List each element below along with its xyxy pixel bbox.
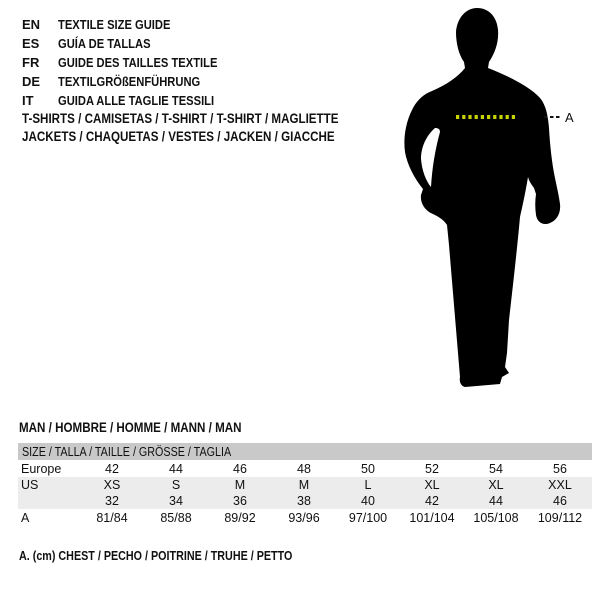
language-guide-title: GUÍA DE TALLAS [58, 36, 151, 51]
size-table-header-text: SIZE / TALLA / TAILLE / GRÖSSE / TAGLIA [22, 444, 232, 459]
category-line-jackets [22, 127, 390, 145]
category-text: JACKETS / CHAQUETAS / VESTES / JACKEN / GIACCHE [22, 128, 335, 144]
table-cell: 97/100 [348, 510, 388, 525]
table-cell: XL [488, 478, 504, 492]
table-cell: 109/112 [537, 510, 583, 525]
language-guide-list [22, 15, 243, 110]
table-cell: 93/96 [288, 510, 320, 525]
section-title-text: MAN / HOMBRE / HOMME / MANN / MAN [19, 419, 242, 435]
language-code: DE [22, 74, 41, 89]
table-cell: M [234, 478, 246, 492]
section-title-man [19, 419, 278, 435]
table-cell: 46 [553, 494, 567, 508]
garment-categories [22, 109, 390, 145]
table-cell: 50 [361, 461, 375, 476]
language-guide-title: TEXTILE SIZE GUIDE [58, 17, 171, 32]
silhouette-svg [390, 5, 590, 395]
language-row-it [22, 91, 243, 110]
table-cell: 105/108 [473, 510, 519, 525]
table-cell: 40 [361, 494, 375, 508]
table-cell: 44 [489, 494, 503, 508]
language-row-en [22, 15, 243, 34]
table-cell: L [364, 478, 372, 492]
language-guide-title: TEXTILGRÖßENFÜHRUNG [58, 74, 201, 89]
table-cell: 32 [105, 494, 119, 508]
table-cell: 89/92 [224, 510, 256, 525]
category-text: T-SHIRTS / CAMISETAS / T-SHIRT / T-SHIRT / MAGLIETTE [22, 110, 339, 126]
table-cell: 54 [489, 461, 503, 476]
language-row-es [22, 34, 243, 53]
size-table-header [18, 443, 592, 460]
table-cell: 38 [297, 494, 311, 508]
row-label: US [21, 478, 39, 492]
table-cell: 36 [233, 494, 247, 508]
measurement-footnote [19, 548, 337, 563]
man-silhouette-shape [404, 8, 560, 387]
table-cell: 34 [169, 494, 183, 508]
language-code: EN [22, 17, 41, 32]
table-cell: M [298, 478, 310, 492]
language-row-de [22, 72, 243, 91]
language-guide-title: GUIDE DES TAILLES TEXTILE [58, 55, 218, 70]
language-code: ES [22, 36, 40, 51]
table-cell: 101/104 [409, 510, 455, 525]
row-label: Europe [21, 461, 62, 476]
table-cell: S [171, 478, 181, 492]
table-cell: 56 [553, 461, 567, 476]
language-code: FR [22, 55, 40, 70]
table-cell: 85/88 [160, 510, 192, 525]
row-label: A [21, 510, 30, 525]
table-cell: XS [103, 478, 121, 492]
table-cell: 46 [233, 461, 247, 476]
table-row-chest-a [18, 509, 592, 526]
language-code: IT [22, 93, 34, 108]
male-silhouette-figure [390, 5, 590, 395]
table-row-us-numeric [18, 493, 592, 509]
language-row-fr [22, 53, 243, 72]
size-table [18, 443, 592, 526]
table-cell: 42 [425, 494, 439, 508]
category-line-tshirts [22, 109, 390, 127]
table-cell: 42 [105, 461, 119, 476]
table-cell: 48 [297, 461, 311, 476]
table-cell: 52 [425, 461, 439, 476]
measurement-footnote-text: A. (cm) CHEST / PECHO / POITRINE / TRUHE / PETTO [19, 548, 293, 563]
table-cell: 81/84 [96, 510, 128, 525]
measurement-label-a: A [565, 110, 574, 125]
table-row-europe [18, 460, 592, 477]
table-cell: XL [424, 478, 440, 492]
table-cell: XXL [548, 478, 572, 492]
table-row-us [18, 477, 592, 493]
table-cell: 44 [169, 461, 183, 476]
language-guide-title: GUIDA ALLE TAGLIE TESSILI [58, 93, 215, 108]
